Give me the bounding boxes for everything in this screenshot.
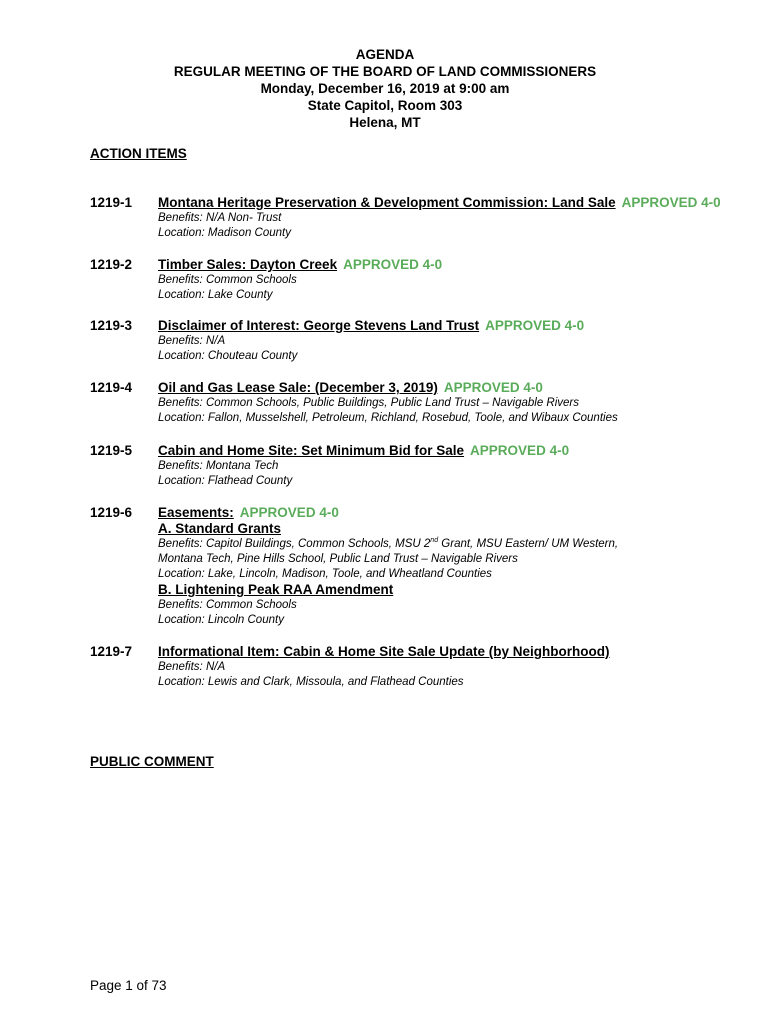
item-title: Informational Item: Cabin & Home Site Sale Update (by Neighborhood): [158, 644, 610, 659]
header-date: Monday, December 16, 2019 at 9:00 am: [260, 81, 510, 96]
header-venue: State Capitol, Room 303: [307, 98, 463, 113]
status-badge: APPROVED 4-0: [239, 505, 339, 520]
status-badge: APPROVED 4-0: [443, 380, 543, 395]
header-city: Helena, MT: [349, 115, 421, 130]
item-benefits: Benefits: N/A Non- Trust: [158, 212, 282, 224]
item-title: Easements:: [158, 505, 234, 520]
item-location: Location: Madison County: [158, 227, 291, 239]
item-location: Location: Lewis and Clark, Missoula, and Flathead Counties: [158, 676, 464, 688]
status-badge: APPROVED 4-0: [485, 318, 585, 333]
item-benefits: Benefits: Common Schools, Public Buildings, Public Land Trust – Navigable Rivers: [158, 397, 580, 409]
item-benefits: Benefits: N/A: [158, 661, 226, 673]
action-items-heading: ACTION ITEMS: [90, 146, 187, 161]
header-title: AGENDA: [355, 47, 415, 62]
item-number: 1219-7: [90, 644, 133, 659]
item-benefits: Benefits: Common Schools: [158, 274, 297, 286]
public-comment-heading: PUBLIC COMMENT: [90, 754, 214, 769]
item-benefits: Benefits: Montana Tech: [158, 460, 279, 472]
item-title: Cabin and Home Site: Set Minimum Bid for Sale: [158, 443, 465, 458]
ordinal-suffix: nd: [430, 537, 439, 545]
item-title: Disclaimer of Interest: George Stevens Land Trust: [158, 318, 480, 333]
item-title: Oil and Gas Lease Sale: (December 3, 2019): [158, 380, 438, 395]
item-location: Location: Fallon, Musselshell, Petroleum, Richland, Rosebud, Toole, and Wibaux Counties: [158, 412, 618, 424]
benefits-text-cont: Grant, MSU Eastern/ UM Western,: [438, 538, 619, 550]
benefits-text: Benefits: Capitol Buildings, Common Schools, MSU 2: [158, 538, 431, 550]
subitem-title: B. Lightening Peak RAA Amendment: [158, 582, 394, 597]
item-number: 1219-3: [90, 318, 133, 333]
item-number: 1219-2: [90, 257, 133, 272]
item-benefits-cont: Montana Tech, Pine Hills School, Public Land Trust – Navigable Rivers: [158, 553, 518, 565]
item-benefits: Benefits: N/A: [158, 335, 226, 347]
item-number: 1219-6: [90, 505, 133, 520]
item-location: Location: Lake County: [158, 289, 273, 301]
header-meeting-name: REGULAR MEETING OF THE BOARD OF LAND COMMISSIONERS: [173, 64, 597, 79]
subitem-title: A. Standard Grants: [158, 521, 282, 536]
item-title: Timber Sales: Dayton Creek: [158, 257, 338, 272]
item-location: Location: Lincoln County: [158, 614, 284, 626]
item-number: 1219-5: [90, 443, 133, 458]
item-title: Montana Heritage Preservation & Development Commission: Land Sale: [158, 195, 616, 210]
item-benefits: [158, 537, 758, 552]
page-number: Page 1 of 73: [90, 978, 167, 993]
item-number: 1219-4: [90, 380, 133, 395]
item-location: Location: Lake, Lincoln, Madison, Toole, and Wheatland Counties: [158, 568, 492, 580]
item-number: 1219-1: [90, 195, 133, 210]
item-benefits: Benefits: Common Schools: [158, 599, 297, 611]
agenda-header: [0, 46, 770, 131]
status-badge: APPROVED 4-0: [343, 257, 443, 272]
item-location: Location: Flathead County: [158, 475, 293, 487]
status-badge: APPROVED 4-0: [621, 195, 721, 210]
item-location: Location: Chouteau County: [158, 350, 298, 362]
status-badge: APPROVED 4-0: [470, 443, 570, 458]
